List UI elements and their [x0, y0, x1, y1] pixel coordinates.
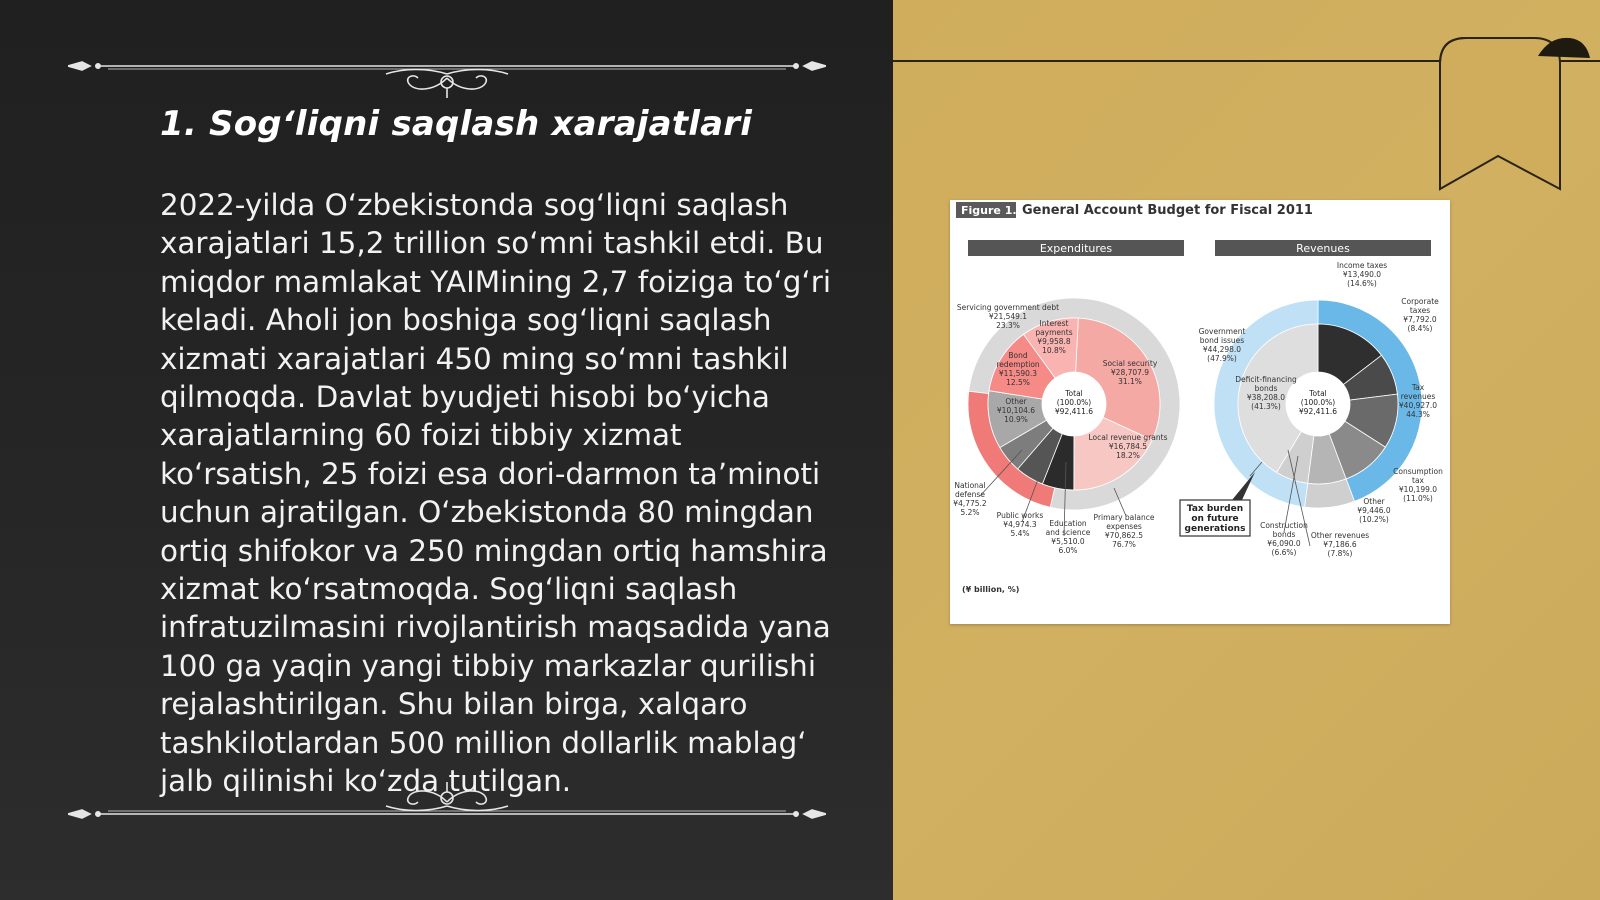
- center-label-line: (100.0%): [1056, 398, 1092, 407]
- expenditures-label: expenses: [1106, 522, 1142, 531]
- callout-line: on future: [1191, 514, 1239, 524]
- revenues-label: (10.2%): [1359, 515, 1389, 524]
- expenditures-label: 10.9%: [1004, 415, 1028, 424]
- expenditures-label: Local revenue grants: [1088, 433, 1168, 442]
- revenues-label: bonds: [1254, 384, 1278, 393]
- expenditures-label: redemption: [996, 360, 1040, 369]
- revenues-label: Tax: [1411, 383, 1425, 392]
- expenditures-label: 76.7%: [1112, 540, 1136, 549]
- expenditures-label: ¥21,549.1: [988, 312, 1028, 321]
- expenditures-label: National: [954, 481, 986, 490]
- expenditures-label: Interest: [1039, 319, 1069, 328]
- units-note: (¥ billion, %): [962, 585, 1020, 594]
- revenues-label: (41.3%): [1251, 402, 1281, 411]
- center-label-line: Total: [1309, 389, 1327, 398]
- expenditures-label: 10.8%: [1042, 346, 1066, 355]
- revenues-label: bond issues: [1199, 336, 1245, 345]
- expenditures-label: ¥5,510.0: [1051, 537, 1085, 546]
- expenditures-header: Expenditures: [1039, 242, 1113, 255]
- callout-line: Tax burden: [1186, 504, 1244, 514]
- expenditures-label: ¥70,862.5: [1104, 531, 1144, 540]
- expenditures-label: payments: [1035, 328, 1073, 337]
- expenditures-label: defense: [955, 490, 985, 499]
- center-label-line: ¥92,411.6: [1054, 407, 1094, 416]
- expenditures-label: 31.1%: [1118, 377, 1142, 386]
- expenditures-label: Servicing government debt: [956, 303, 1060, 312]
- revenues-label: Other: [1363, 497, 1385, 506]
- revenues-label: (47.9%): [1207, 354, 1237, 363]
- revenues-label: ¥7,792.0: [1403, 315, 1437, 324]
- ornament-divider: [68, 780, 826, 832]
- revenues-label: ¥7,186.6: [1323, 540, 1357, 549]
- slide-title: 1. Sog‘liqni saqlash xarajatlari: [160, 104, 753, 144]
- revenues-label: 44.3%: [1406, 410, 1430, 419]
- expenditures-label: ¥4,775.2: [953, 499, 987, 508]
- expenditures-label: ¥16,784.5: [1108, 442, 1148, 451]
- center-label-line: Total: [1065, 389, 1083, 398]
- budget-chart: [950, 200, 1450, 624]
- revenues-label: (14.6%): [1347, 279, 1377, 288]
- expenditures-label: Primary balance: [1093, 513, 1155, 522]
- revenues-label: tax: [1412, 476, 1424, 485]
- expenditures-label: Social security: [1102, 359, 1158, 368]
- revenues-label: Deficit-financing: [1235, 375, 1297, 384]
- slide-body-text: 2022-yilda O‘zbekistonda sog‘liqni saqlash xarajatlari 15,2 trillion so‘mni tashkil etdi. Bu miqdor mamlakat YAIMining 2,7 foiziga to‘g‘ri keladi. Aholi jon boshiga sog‘liqni saqlash xizmati xarajatlari 450 ming so‘mni tashkil qilmoqda. Davlat byudjeti hisobi bo‘yicha xarajatlarning 60 foizi tibbiy xizmat ko‘rsatish, 25 foizi esa dori-darmon ta’minoti uchun ajratilgan. O‘zbekistonda 80 mingdan ortiq shifokor va 250 mingdan ortiq hamshira xizmat ko‘rsatmoqda. Sog‘liqni saqlash infratuzilmasini rivojlantirish maqsadida yana 100 ga yaqin yangi tibbiy markazlar qurilishi rejalashtirilgan. Shu bilan birga, xalqaro tashkilotlardan 500 million dollarlik mablag‘ jalb qilinishi ko‘zda tutilgan.: [160, 188, 832, 799]
- center-label-line: ¥92,411.6: [1298, 407, 1338, 416]
- revenues-label: (11.0%): [1403, 494, 1433, 503]
- expenditures-label: and science: [1045, 528, 1091, 537]
- expenditures-label: Education: [1049, 519, 1087, 528]
- revenues-label: ¥9,446.0: [1357, 506, 1391, 515]
- figure-badge: Figure 1.: [961, 204, 1017, 217]
- expenditures-label: 23.3%: [996, 321, 1020, 330]
- expenditures-label: 12.5%: [1006, 378, 1030, 387]
- revenues-label: Other revenues: [1310, 531, 1370, 540]
- ornament-divider: [68, 48, 826, 100]
- revenues-label: Corporate: [1401, 297, 1439, 306]
- revenues-label: (8.4%): [1407, 324, 1433, 333]
- revenues-label: Consumption: [1393, 467, 1443, 476]
- expenditures-label: 18.2%: [1116, 451, 1140, 460]
- revenues-label: (6.6%): [1271, 548, 1297, 557]
- expenditures-label: ¥11,590.3: [998, 369, 1038, 378]
- revenues-label: taxes: [1409, 306, 1431, 315]
- revenues-label: ¥40,927.0: [1398, 401, 1438, 410]
- expenditures-label: 5.2%: [960, 508, 980, 517]
- expenditures-label: ¥4,974.3: [1003, 520, 1037, 529]
- revenues-label: ¥13,490.0: [1342, 270, 1382, 279]
- expenditures-label: 5.4%: [1010, 529, 1030, 538]
- figure-title: General Account Budget for Fiscal 2011: [1022, 203, 1313, 218]
- revenues-label: Income taxes: [1336, 261, 1388, 270]
- expenditures-label: ¥10,104.6: [996, 406, 1036, 415]
- figure-image: [950, 200, 1450, 624]
- revenues-label: ¥6,090.0: [1267, 539, 1301, 548]
- callout-line: generations: [1184, 524, 1246, 534]
- revenues-label: ¥38,208.0: [1246, 393, 1286, 402]
- expenditures-label: 6.0%: [1058, 546, 1078, 555]
- revenues-label: ¥44,298.0: [1202, 345, 1242, 354]
- revenues-header: Revenues: [1296, 242, 1350, 255]
- revenues-label: bonds: [1272, 530, 1296, 539]
- expenditures-label: Other: [1005, 397, 1027, 406]
- bookmark-icon: [1430, 34, 1600, 204]
- expenditures-label: Bond: [1008, 351, 1028, 360]
- center-label-line: (100.0%): [1300, 398, 1336, 407]
- revenues-label: (7.8%): [1327, 549, 1353, 558]
- expenditures-label: ¥9,958.8: [1037, 337, 1071, 346]
- revenues-label: Construction: [1260, 521, 1308, 530]
- revenues-label: Government: [1198, 327, 1246, 336]
- revenues-label: ¥10,199.0: [1398, 485, 1438, 494]
- revenues-label: revenues: [1400, 392, 1436, 401]
- expenditures-label: Public works: [996, 511, 1044, 520]
- expenditures-label: ¥28,707.9: [1110, 368, 1150, 377]
- tax-burden-callout: [1180, 472, 1255, 536]
